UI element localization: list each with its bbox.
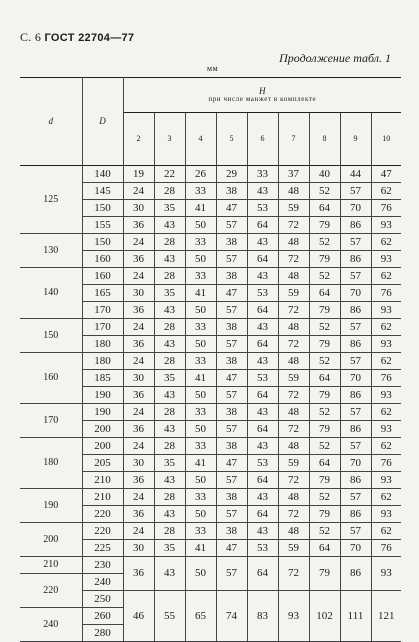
cell-H: 62 bbox=[371, 319, 401, 336]
cell-H: 93 bbox=[371, 387, 401, 404]
cell-H: 86 bbox=[340, 336, 371, 353]
cell-H: 52 bbox=[309, 268, 340, 285]
cell-D: 170 bbox=[82, 319, 123, 336]
count-header-cell: 10 bbox=[371, 113, 401, 166]
cell-H: 64 bbox=[247, 336, 278, 353]
cell-H: 46 bbox=[123, 591, 154, 642]
cell-H: 38 bbox=[216, 523, 247, 540]
cell-H: 72 bbox=[278, 302, 309, 319]
cell-H: 52 bbox=[309, 489, 340, 506]
cell-H: 72 bbox=[278, 472, 309, 489]
cell-H: 33 bbox=[185, 523, 216, 540]
cell-H: 64 bbox=[247, 217, 278, 234]
cell-H: 86 bbox=[340, 217, 371, 234]
cell-H: 57 bbox=[340, 353, 371, 370]
cell-H: 62 bbox=[371, 438, 401, 455]
cell-H: 35 bbox=[154, 540, 185, 557]
table-row bbox=[20, 523, 401, 540]
cell-H: 40 bbox=[309, 166, 340, 183]
cell-H: 50 bbox=[185, 302, 216, 319]
page-header bbox=[20, 30, 134, 45]
cell-H: 57 bbox=[216, 251, 247, 268]
table-row bbox=[20, 489, 401, 506]
count-header-cell: 9 bbox=[340, 113, 371, 166]
cell-H: 38 bbox=[216, 234, 247, 251]
cell-H: 93 bbox=[371, 251, 401, 268]
cell-H: 62 bbox=[371, 489, 401, 506]
cell-H: 41 bbox=[185, 370, 216, 387]
cell-H: 86 bbox=[340, 387, 371, 404]
dimensions-table bbox=[20, 77, 401, 642]
cell-H: 35 bbox=[154, 455, 185, 472]
cell-H: 48 bbox=[278, 353, 309, 370]
cell-H: 24 bbox=[123, 438, 154, 455]
cell-H: 47 bbox=[216, 370, 247, 387]
cell-H: 64 bbox=[309, 455, 340, 472]
cell-H: 86 bbox=[340, 421, 371, 438]
cell-H: 33 bbox=[247, 166, 278, 183]
cell-D: 240 bbox=[82, 574, 123, 591]
cell-H: 38 bbox=[216, 183, 247, 200]
cell-D: 210 bbox=[82, 489, 123, 506]
cell-H: 59 bbox=[278, 285, 309, 302]
cell-H: 33 bbox=[185, 319, 216, 336]
cell-H: 24 bbox=[123, 319, 154, 336]
cell-H: 62 bbox=[371, 404, 401, 421]
cell-d: 190 bbox=[20, 489, 82, 523]
cell-H: 30 bbox=[123, 200, 154, 217]
cell-H: 62 bbox=[371, 183, 401, 200]
cell-H: 64 bbox=[247, 251, 278, 268]
cell-D: 170 bbox=[82, 302, 123, 319]
cell-H: 41 bbox=[185, 455, 216, 472]
cell-H: 50 bbox=[185, 557, 216, 591]
cell-D: 165 bbox=[82, 285, 123, 302]
cell-H: 79 bbox=[309, 387, 340, 404]
cell-H: 57 bbox=[340, 404, 371, 421]
cell-H: 57 bbox=[340, 523, 371, 540]
cell-H: 59 bbox=[278, 370, 309, 387]
cell-H: 76 bbox=[371, 200, 401, 217]
cell-H: 53 bbox=[247, 370, 278, 387]
cell-H: 70 bbox=[340, 370, 371, 387]
cell-H: 38 bbox=[216, 319, 247, 336]
cell-H: 86 bbox=[340, 557, 371, 591]
cell-H: 44 bbox=[340, 166, 371, 183]
cell-H: 76 bbox=[371, 285, 401, 302]
cell-H: 57 bbox=[216, 217, 247, 234]
count-header-cell: 4 bbox=[185, 113, 216, 166]
cell-H: 79 bbox=[309, 251, 340, 268]
cell-H: 64 bbox=[247, 387, 278, 404]
cell-D: 200 bbox=[82, 438, 123, 455]
cell-H: 64 bbox=[309, 540, 340, 557]
col-header-D: D bbox=[82, 78, 123, 166]
cell-H: 43 bbox=[154, 217, 185, 234]
table-body bbox=[20, 166, 401, 642]
cell-H: 53 bbox=[247, 455, 278, 472]
cell-H: 64 bbox=[309, 370, 340, 387]
cell-H: 38 bbox=[216, 353, 247, 370]
cell-H: 36 bbox=[123, 336, 154, 353]
cell-H: 70 bbox=[340, 285, 371, 302]
cell-H: 79 bbox=[309, 472, 340, 489]
units-label: мм bbox=[207, 64, 219, 73]
cell-H: 48 bbox=[278, 183, 309, 200]
cell-H: 50 bbox=[185, 506, 216, 523]
cell-H: 43 bbox=[247, 319, 278, 336]
cell-H: 57 bbox=[216, 506, 247, 523]
cell-H: 62 bbox=[371, 268, 401, 285]
cell-H: 35 bbox=[154, 200, 185, 217]
cell-H: 38 bbox=[216, 404, 247, 421]
cell-H: 48 bbox=[278, 438, 309, 455]
cell-H: 43 bbox=[247, 438, 278, 455]
cell-H: 35 bbox=[154, 370, 185, 387]
cell-H: 70 bbox=[340, 200, 371, 217]
cell-H: 29 bbox=[216, 166, 247, 183]
cell-H: 43 bbox=[247, 353, 278, 370]
cell-H: 47 bbox=[216, 285, 247, 302]
cell-H: 36 bbox=[123, 557, 154, 591]
cell-H: 57 bbox=[340, 319, 371, 336]
cell-H: 76 bbox=[371, 370, 401, 387]
cell-D: 200 bbox=[82, 421, 123, 438]
cell-H: 83 bbox=[247, 591, 278, 642]
cell-H: 79 bbox=[309, 302, 340, 319]
cell-H: 24 bbox=[123, 489, 154, 506]
cell-H: 43 bbox=[154, 472, 185, 489]
continuation-label: Продолжение табл. 1 bbox=[279, 51, 391, 65]
cell-H: 57 bbox=[216, 387, 247, 404]
cell-H: 33 bbox=[185, 353, 216, 370]
cell-d: 130 bbox=[20, 234, 82, 268]
cell-H: 93 bbox=[371, 336, 401, 353]
cell-H: 93 bbox=[278, 591, 309, 642]
cell-H: 24 bbox=[123, 183, 154, 200]
cell-H: 41 bbox=[185, 200, 216, 217]
cell-H: 64 bbox=[247, 472, 278, 489]
cell-D: 180 bbox=[82, 336, 123, 353]
cell-H: 52 bbox=[309, 234, 340, 251]
cell-D: 145 bbox=[82, 183, 123, 200]
cell-H: 72 bbox=[278, 557, 309, 591]
cell-H: 43 bbox=[154, 506, 185, 523]
cell-H: 47 bbox=[216, 540, 247, 557]
cell-H: 65 bbox=[185, 591, 216, 642]
cell-H: 79 bbox=[309, 336, 340, 353]
cell-H: 57 bbox=[216, 302, 247, 319]
cell-H: 79 bbox=[309, 421, 340, 438]
cell-d: 210 bbox=[20, 557, 82, 574]
cell-H: 24 bbox=[123, 523, 154, 540]
cell-D: 150 bbox=[82, 200, 123, 217]
cell-H: 36 bbox=[123, 302, 154, 319]
cell-D: 180 bbox=[82, 353, 123, 370]
cell-H: 59 bbox=[278, 540, 309, 557]
cell-H: 72 bbox=[278, 506, 309, 523]
cell-H: 50 bbox=[185, 472, 216, 489]
col-header-d: d bbox=[20, 78, 82, 166]
cell-H: 70 bbox=[340, 455, 371, 472]
cell-H: 57 bbox=[216, 336, 247, 353]
cell-H: 64 bbox=[309, 285, 340, 302]
cell-H: 59 bbox=[278, 455, 309, 472]
table-row bbox=[20, 353, 401, 370]
cell-H: 53 bbox=[247, 285, 278, 302]
cell-H: 28 bbox=[154, 438, 185, 455]
cell-D: 160 bbox=[82, 268, 123, 285]
cell-D: 190 bbox=[82, 387, 123, 404]
cell-H: 93 bbox=[371, 302, 401, 319]
count-header-cell: 3 bbox=[154, 113, 185, 166]
cell-H: 24 bbox=[123, 404, 154, 421]
col-header-H-caption: при числе манжет в комплекте bbox=[208, 95, 317, 103]
page-number: С. 6 bbox=[20, 30, 42, 44]
cell-H: 43 bbox=[154, 557, 185, 591]
cell-D: 230 bbox=[82, 557, 123, 574]
cell-D: 185 bbox=[82, 370, 123, 387]
cell-H: 76 bbox=[371, 455, 401, 472]
table-row bbox=[20, 234, 401, 251]
cell-H: 28 bbox=[154, 234, 185, 251]
cell-H: 38 bbox=[216, 489, 247, 506]
cell-H: 30 bbox=[123, 455, 154, 472]
cell-H: 53 bbox=[247, 540, 278, 557]
cell-H: 72 bbox=[278, 336, 309, 353]
cell-H: 36 bbox=[123, 387, 154, 404]
cell-H: 57 bbox=[340, 268, 371, 285]
cell-H: 26 bbox=[185, 166, 216, 183]
table-row bbox=[20, 166, 401, 183]
cell-H: 43 bbox=[154, 421, 185, 438]
cell-H: 70 bbox=[340, 540, 371, 557]
cell-H: 47 bbox=[216, 455, 247, 472]
cell-H: 72 bbox=[278, 217, 309, 234]
col-header-H-symbol: H bbox=[259, 86, 266, 96]
cell-H: 50 bbox=[185, 336, 216, 353]
cell-H: 102 bbox=[309, 591, 340, 642]
cell-H: 93 bbox=[371, 557, 401, 591]
cell-d: 125 bbox=[20, 166, 82, 234]
cell-H: 28 bbox=[154, 523, 185, 540]
cell-H: 57 bbox=[340, 438, 371, 455]
cell-H: 52 bbox=[309, 404, 340, 421]
cell-H: 28 bbox=[154, 353, 185, 370]
cell-H: 57 bbox=[216, 472, 247, 489]
cell-H: 79 bbox=[309, 557, 340, 591]
cell-D: 190 bbox=[82, 404, 123, 421]
cell-H: 38 bbox=[216, 268, 247, 285]
col-header-H bbox=[123, 78, 401, 113]
cell-D: 155 bbox=[82, 217, 123, 234]
cell-H: 52 bbox=[309, 523, 340, 540]
cell-H: 59 bbox=[278, 200, 309, 217]
count-header-cell: 8 bbox=[309, 113, 340, 166]
cell-H: 24 bbox=[123, 353, 154, 370]
table-row bbox=[20, 438, 401, 455]
cell-D: 280 bbox=[82, 625, 123, 642]
cell-H: 28 bbox=[154, 319, 185, 336]
table-row bbox=[20, 268, 401, 285]
cell-H: 33 bbox=[185, 489, 216, 506]
table-row bbox=[20, 319, 401, 336]
cell-D: 220 bbox=[82, 506, 123, 523]
cell-H: 57 bbox=[216, 557, 247, 591]
cell-H: 43 bbox=[247, 404, 278, 421]
cell-H: 41 bbox=[185, 285, 216, 302]
cell-H: 38 bbox=[216, 438, 247, 455]
cell-H: 48 bbox=[278, 489, 309, 506]
cell-D: 260 bbox=[82, 608, 123, 625]
cell-H: 48 bbox=[278, 268, 309, 285]
count-header-cell: 7 bbox=[278, 113, 309, 166]
cell-H: 36 bbox=[123, 421, 154, 438]
cell-H: 93 bbox=[371, 421, 401, 438]
cell-H: 19 bbox=[123, 166, 154, 183]
cell-H: 62 bbox=[371, 353, 401, 370]
cell-H: 76 bbox=[371, 540, 401, 557]
cell-D: 205 bbox=[82, 455, 123, 472]
cell-d: 160 bbox=[20, 353, 82, 404]
cell-H: 43 bbox=[247, 183, 278, 200]
cell-D: 150 bbox=[82, 234, 123, 251]
cell-H: 33 bbox=[185, 404, 216, 421]
cell-d: 150 bbox=[20, 319, 82, 353]
cell-d: 180 bbox=[20, 438, 82, 489]
cell-H: 48 bbox=[278, 404, 309, 421]
cell-H: 52 bbox=[309, 319, 340, 336]
cell-H: 86 bbox=[340, 506, 371, 523]
cell-H: 36 bbox=[123, 251, 154, 268]
cell-H: 64 bbox=[247, 421, 278, 438]
cell-H: 64 bbox=[309, 200, 340, 217]
header-row bbox=[20, 78, 401, 113]
cell-H: 41 bbox=[185, 540, 216, 557]
cell-H: 86 bbox=[340, 251, 371, 268]
cell-H: 30 bbox=[123, 370, 154, 387]
cell-H: 47 bbox=[216, 200, 247, 217]
cell-H: 48 bbox=[278, 523, 309, 540]
cell-H: 121 bbox=[371, 591, 401, 642]
table-row bbox=[20, 557, 401, 574]
cell-H: 50 bbox=[185, 421, 216, 438]
standard-number: ГОСТ 22704—77 bbox=[44, 32, 135, 44]
cell-H: 93 bbox=[371, 472, 401, 489]
cell-H: 53 bbox=[247, 200, 278, 217]
cell-H: 52 bbox=[309, 353, 340, 370]
cell-H: 22 bbox=[154, 166, 185, 183]
cell-H: 24 bbox=[123, 268, 154, 285]
cell-H: 43 bbox=[247, 268, 278, 285]
cell-H: 30 bbox=[123, 285, 154, 302]
cell-H: 62 bbox=[371, 234, 401, 251]
cell-d: 170 bbox=[20, 404, 82, 438]
count-header-cell: 5 bbox=[216, 113, 247, 166]
cell-H: 52 bbox=[309, 438, 340, 455]
cell-H: 72 bbox=[278, 387, 309, 404]
cell-H: 36 bbox=[123, 472, 154, 489]
cell-D: 210 bbox=[82, 472, 123, 489]
cell-H: 57 bbox=[340, 183, 371, 200]
cell-H: 72 bbox=[278, 251, 309, 268]
cell-H: 74 bbox=[216, 591, 247, 642]
cell-H: 28 bbox=[154, 404, 185, 421]
cell-H: 64 bbox=[247, 302, 278, 319]
cell-H: 43 bbox=[154, 251, 185, 268]
cell-H: 28 bbox=[154, 489, 185, 506]
cell-H: 86 bbox=[340, 472, 371, 489]
table-row bbox=[20, 404, 401, 421]
cell-H: 33 bbox=[185, 268, 216, 285]
cell-H: 28 bbox=[154, 268, 185, 285]
cell-H: 24 bbox=[123, 234, 154, 251]
cell-H: 72 bbox=[278, 421, 309, 438]
cell-H: 37 bbox=[278, 166, 309, 183]
cell-H: 50 bbox=[185, 387, 216, 404]
cell-H: 28 bbox=[154, 183, 185, 200]
cell-H: 43 bbox=[154, 387, 185, 404]
cell-d: 140 bbox=[20, 268, 82, 319]
cell-H: 50 bbox=[185, 217, 216, 234]
cell-D: 160 bbox=[82, 251, 123, 268]
cell-H: 36 bbox=[123, 217, 154, 234]
cell-H: 111 bbox=[340, 591, 371, 642]
cell-H: 35 bbox=[154, 285, 185, 302]
cell-H: 86 bbox=[340, 302, 371, 319]
cell-H: 30 bbox=[123, 540, 154, 557]
cell-H: 48 bbox=[278, 319, 309, 336]
cell-D: 140 bbox=[82, 166, 123, 183]
cell-H: 50 bbox=[185, 251, 216, 268]
cell-H: 57 bbox=[340, 489, 371, 506]
cell-d: 220 bbox=[20, 574, 82, 608]
cell-D: 225 bbox=[82, 540, 123, 557]
cell-H: 57 bbox=[340, 234, 371, 251]
cell-H: 79 bbox=[309, 506, 340, 523]
cell-d: 200 bbox=[20, 523, 82, 557]
cell-H: 52 bbox=[309, 183, 340, 200]
cell-H: 62 bbox=[371, 523, 401, 540]
count-header-cell: 6 bbox=[247, 113, 278, 166]
cell-H: 47 bbox=[371, 166, 401, 183]
cell-H: 64 bbox=[247, 506, 278, 523]
cell-H: 43 bbox=[154, 302, 185, 319]
cell-H: 55 bbox=[154, 591, 185, 642]
cell-H: 43 bbox=[247, 523, 278, 540]
cell-H: 43 bbox=[247, 489, 278, 506]
cell-H: 43 bbox=[154, 336, 185, 353]
cell-H: 93 bbox=[371, 217, 401, 234]
cell-H: 79 bbox=[309, 217, 340, 234]
cell-D: 250 bbox=[82, 591, 123, 608]
cell-H: 93 bbox=[371, 506, 401, 523]
cell-d: 240 bbox=[20, 608, 82, 642]
cell-D: 220 bbox=[82, 523, 123, 540]
cell-H: 33 bbox=[185, 234, 216, 251]
cell-H: 48 bbox=[278, 234, 309, 251]
cell-H: 36 bbox=[123, 506, 154, 523]
cell-H: 33 bbox=[185, 183, 216, 200]
cell-H: 57 bbox=[216, 421, 247, 438]
count-header-cell: 2 bbox=[123, 113, 154, 166]
cell-H: 64 bbox=[247, 557, 278, 591]
cell-H: 43 bbox=[247, 234, 278, 251]
cell-H: 33 bbox=[185, 438, 216, 455]
